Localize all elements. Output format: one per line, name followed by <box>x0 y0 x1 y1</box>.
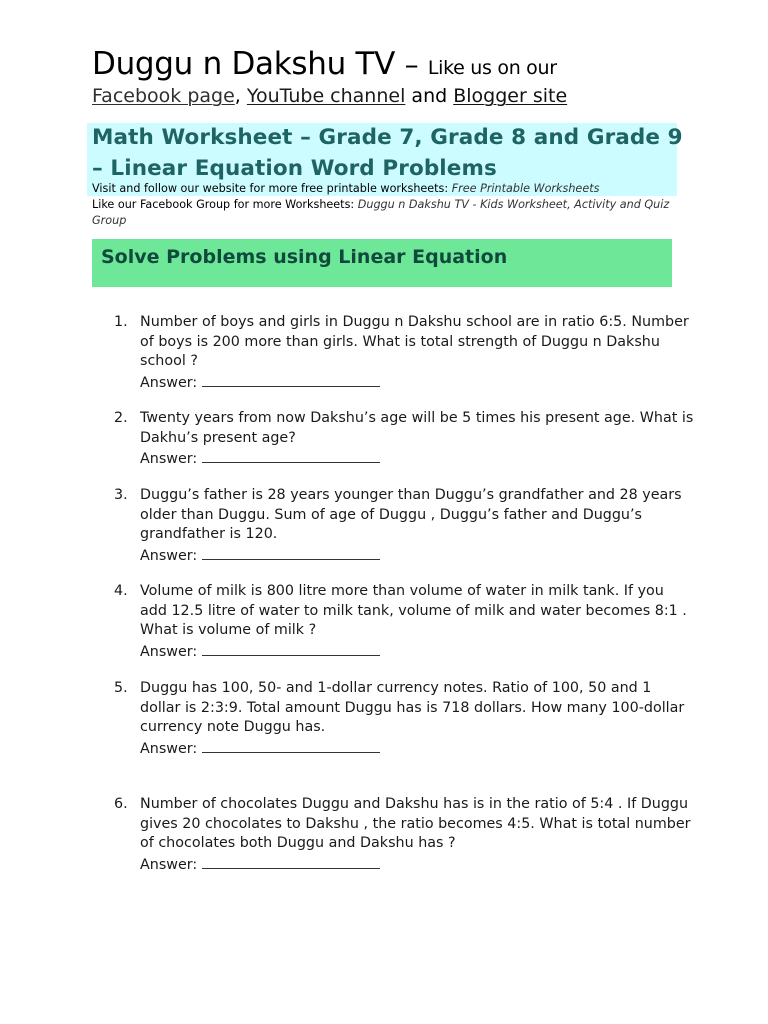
visit-line <box>92 181 702 197</box>
answer-line <box>140 641 694 663</box>
question-item <box>114 795 694 875</box>
question-number: 4. <box>114 583 128 599</box>
section-title: Solve Problems using Linear Equation <box>101 246 508 268</box>
question-item <box>114 409 694 470</box>
question-text: Duggu’s father is 28 years younger than Duggu’s grandfather and 28 years older than Duggu. Sum of age of Duggu , Duggu’s father and Duggu’s grandfather is 120. <box>140 487 682 542</box>
question-item <box>114 313 694 393</box>
answer-label: Answer: <box>140 856 198 873</box>
question-text: Volume of milk is 800 litre more than volume of water in milk tank. If you add 12.5 litre of water to milk tank, volume of milk and water becomes 8:1 . What is volume of milk ? <box>140 583 687 638</box>
question-number: 1. <box>114 314 128 330</box>
group-text: Like our Facebook Group for more Worksheets: <box>92 198 355 211</box>
youtube-channel-link[interactable]: YouTube channel <box>246 85 406 107</box>
brand-name: Duggu n Dakshu TV <box>92 46 396 82</box>
question-text: Number of chocolates Duggu and Dakshu has is in the ratio of 5:4 . If Duggu gives 20 chocolates to Dakshu , the ratio becomes 4:5. What is total number of chocolates both Duggu and Dakshu has ? <box>140 796 691 851</box>
answer-line <box>140 372 694 394</box>
question-number: 6. <box>114 796 128 812</box>
facebook-group-link[interactable]: Duggu n Dakshu TV - Kids Worksheet, Activity and Quiz Group <box>92 198 670 227</box>
question-text: Duggu has 100, 50- and 1-dollar currency notes. Ratio of 100, 50 and 1 dollar is 2:3:9. Total amount Duggu has is 718 dollars. How many 100-dollar currency note Duggu has. <box>140 680 685 735</box>
worksheet-title: Math Worksheet – Grade 7, Grade 8 and Grade 9 – Linear Equation Word Problems <box>92 125 683 181</box>
question-item <box>114 679 694 759</box>
links-comma: , <box>234 85 241 107</box>
answer-label: Answer: <box>140 643 198 660</box>
question-item <box>114 486 694 566</box>
question-number: 2. <box>114 410 128 426</box>
like-us-text: Like us on our <box>427 57 557 79</box>
visit-text: Visit and follow our website for more free printable worksheets: <box>92 182 449 195</box>
answer-blank[interactable] <box>202 448 380 463</box>
answer-line <box>140 854 694 876</box>
promo-text <box>92 181 702 229</box>
answer-label: Answer: <box>140 451 198 467</box>
question-number: 5. <box>114 680 128 696</box>
answer-label: Answer: <box>140 547 198 564</box>
answer-blank[interactable] <box>202 738 380 753</box>
answer-blank[interactable] <box>202 545 380 560</box>
question-item <box>114 582 694 662</box>
blogger-site-link[interactable]: Blogger site <box>453 85 568 107</box>
free-worksheets-link[interactable]: Free Printable Worksheets <box>451 182 600 195</box>
answer-line <box>140 448 694 470</box>
brand-dash: – <box>404 48 419 81</box>
group-line <box>92 197 702 229</box>
facebook-page-link[interactable]: Facebook page <box>92 85 235 107</box>
question-text: Number of boys and girls in Duggu n Dakshu school are in ratio 6:5. Number of boys is 200 more than girls. What is total strength of Duggu n Dakshu school ? <box>140 314 689 369</box>
answer-label: Answer: <box>140 374 198 391</box>
answer-blank[interactable] <box>202 641 380 656</box>
answer-line <box>140 545 694 567</box>
question-number: 3. <box>114 487 128 503</box>
answer-blank[interactable] <box>202 372 380 387</box>
answer-blank[interactable] <box>202 854 380 869</box>
links-and-text: and <box>411 85 448 107</box>
question-text: Twenty years from now Dakshu’s age will be 5 times his present age. What is Dakhu’s present age? <box>140 410 694 446</box>
social-links <box>92 82 567 110</box>
answer-label: Answer: <box>140 740 198 757</box>
answer-line <box>140 738 694 760</box>
